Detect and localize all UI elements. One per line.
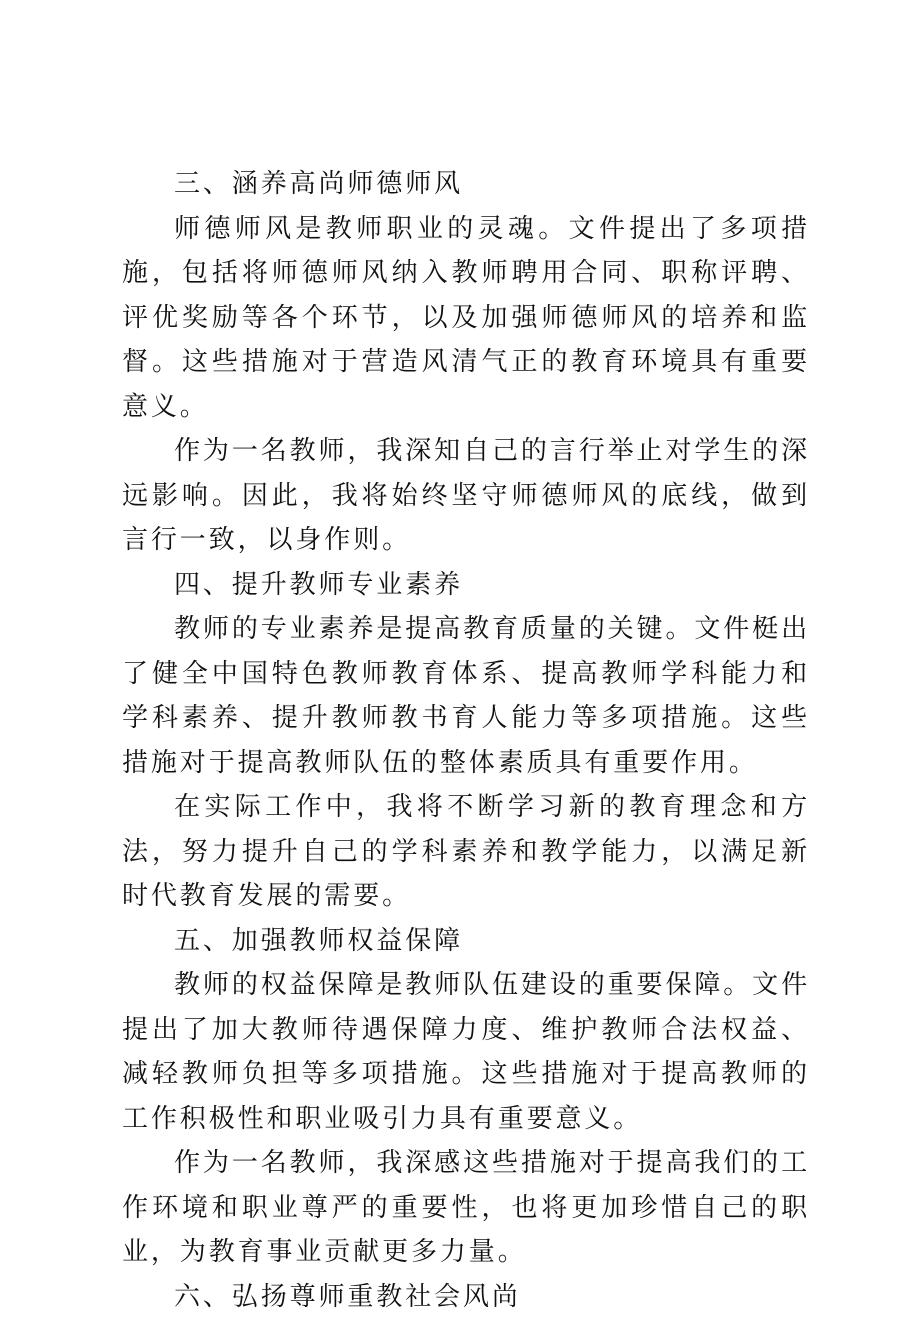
document-body (122, 162, 810, 1319)
paragraph: 作为一名教师，我深知自己的言行举止对学生的深远影响。因此，我将始终坚守师德师风的底线，做到言行一致，以身作则。 (122, 429, 810, 563)
section-heading-5: 五、加强教师权益保障 (122, 919, 810, 964)
paragraph: 教师的权益保障是教师队伍建设的重要保障。文件提出了加大教师待遇保障力度、维护教师合法权益、减轻教师负担等多项措施。这些措施对于提高教师的工作积极性和职业吸引力具有重要意义。 (122, 963, 810, 1141)
section-heading-4: 四、提升教师专业素养 (122, 563, 810, 608)
paragraph: 在实际工作中，我将不断学习新的教育理念和方法，努力提升自己的学科素养和教学能力，以满足新时代教育发展的需要。 (122, 785, 810, 919)
paragraph: 师德师风是教师职业的灵魂。文件提出了多项措施，包括将师德师风纳入教师聘用合同、职称评聘、评优奖励等各个环节，以及加强师德师风的培养和监督。这些措施对于营造风清气正的教育环境具有重要意义。 (122, 207, 810, 430)
paragraph: 作为一名教师，我深感这些措施对于提高我们的工作环境和职业尊严的重要性，也将更加珍惜自己的职业，为教育事业贡献更多力量。 (122, 1141, 810, 1275)
section-heading-3: 三、涵养高尚师德师风 (122, 162, 810, 207)
paragraph: 教师的专业素养是提高教育质量的关键。文件梃出了健全中国特色教师教育体系、提高教师学科能力和学科素养、提升教师教书育人能力等多项措施。这些措施对于提高教师队伍的整体素质具有重要作用。 (122, 607, 810, 785)
section-heading-6: 六、弘扬尊师重教社会风尚 (122, 1275, 810, 1319)
